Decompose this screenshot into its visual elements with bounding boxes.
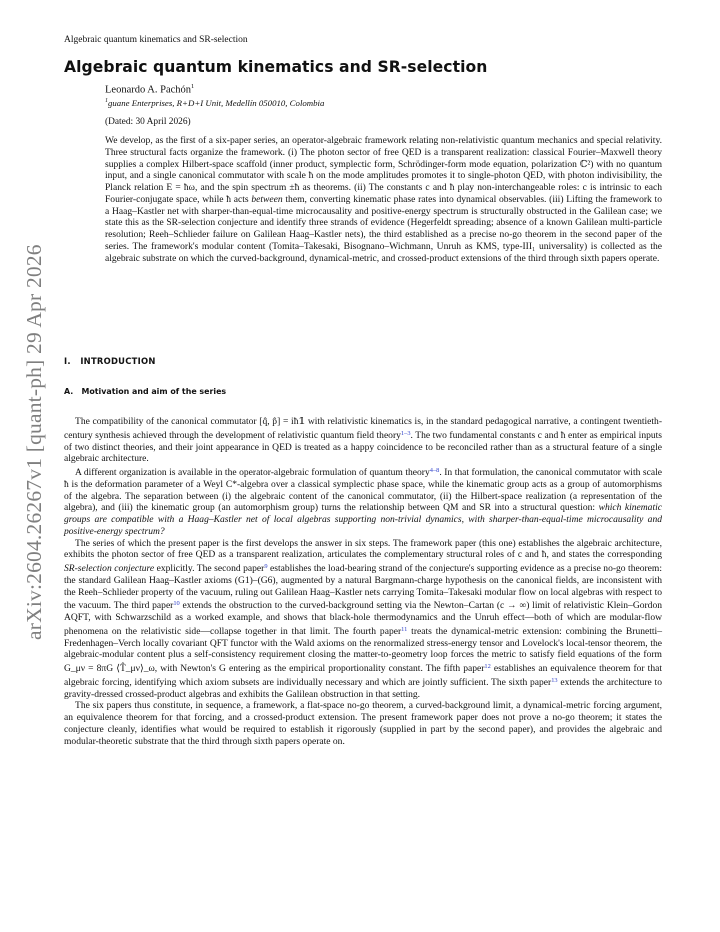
- body-text-run: treats the dynamical-metric extension: combining the Brunetti–Fredenhagen–Verch locally covariant QFT functor with the Wald axioms on the renormalized stress-energy tensor and Lovelock's local-tensor theorem, the algebraic-modular content plus a self-consistency requirement closing the matter-to-geometry loop forces the metric to satisfy field equations of the form G_μν = 8πG ⟨T̂_μν⟩_ω, with Newton's G entering as the empirical proportionality constant. The fifth paper: [64, 625, 662, 674]
- paper-title: Algebraic quantum kinematics and SR-selection: [64, 58, 488, 76]
- author-affiliation-mark: 1: [191, 83, 195, 90]
- body-text-run: A different organization is available in the operator-algebraic formulation of quantum theory: [75, 467, 430, 478]
- subsection-title: Motivation and aim of the series: [81, 387, 227, 396]
- citation-link[interactable]: 11: [401, 625, 408, 633]
- affiliation-line: [105, 98, 324, 108]
- section-number: I.: [64, 356, 71, 366]
- body-text-run: extends the architecture to gravity-dressed crossed-product algebras and exhibits the Galilean obstruction in that setting.: [64, 676, 662, 700]
- abstract-part-1: We develop, as the first of a six-paper series, an operator-algebraic framework relating non-relativistic quantum mechanics and special relativity. Three structural facts organize the framework. (i) The photon sector of free QED is a transparent realization: classical Fourier–Maxwell theory supplies a complex Hilbert-space scaffold (inner product, symplectic form, Schrödinger-form mode equation, polarization ℂ²) with no quantum input, and a single canonical commutator with scale ħ on the mode amplitudes promotes it to single-photon QED, with photon indivisibility, the Planck relation E = ħω, and the spin spectrum ±ħ as theorems. (ii) The constants c and ħ play non-interchangeable roles: c is intrinsic to each Fourier-conjugate space, while ħ acts: [105, 135, 662, 205]
- running-head: Algebraic quantum kinematics and SR-selection: [64, 35, 248, 45]
- abstract-part-2: them, converting kinematic phase rates into dynamical observables. (iii) Lifting the framework to a Haag–Kastler net with sharper-than-equal-time microcausality and positive-energy spectrum is structurally obstructed in the Galilean case; we state this as the SR-selection conjecture and identify three strands of evidence (Hegerfeldt spreading; absence of a known Galilean multi-particle resolution; Reeh–Schlieder failure on Galilean Haag–Kastler nets), the third established as a precise no-go theorem in the second paper of the series. The framework's modular content (Tomita–Takesaki, Bisognano–Wichmann, Unruh as KMS, type-III₁ universality) is collected as the algebraic substrate on which the curved-background, dynamical-metric, and crossed-product extensions of the third through sixth papers operate.: [105, 193, 662, 264]
- citation-link[interactable]: 9: [264, 563, 268, 570]
- body-paragraph-4: The six papers thus constitute, in sequence, a framework, a flat-space no-go theorem, a curved-background limit, a dynamical-metric forcing argument, an equivalence theorem for that forcing, and a crossed-product extension. The present framework paper does not prove a no-go theorem; it states the conjecture cleanly, identifies what would be required to establish it rigorously (supplied in part by the second paper), and provides the algebraic and modular-theoretic substrate that the third through sixth papers operate on.: [64, 700, 662, 747]
- conjecture-emphasis: SR-selection conjecture: [64, 563, 155, 574]
- citation-link[interactable]: 13: [551, 676, 558, 684]
- body-text-run: . The two fundamental constants c and ħ enter as empirical inputs of two distinct theories, and their joint appearance in QED is treated as a happy coincidence to be reconciled rather than as a structural feature of a single algebraic architecture.: [64, 429, 663, 465]
- arxiv-stamp[interactable]: arXiv:2604.26267v1 [quant-ph] 29 Apr 2026: [22, 244, 46, 640]
- section-heading: [64, 356, 156, 366]
- author-name: Leonardo A. Pachón: [105, 84, 192, 96]
- body-text: [64, 416, 662, 747]
- affiliation-text: guane Enterprises, R+D+I Unit, Medellín 050010, Colombia: [108, 98, 325, 108]
- affiliation-mark: 1: [105, 98, 108, 105]
- body-text-run: The series of which the present paper is the first develops the answer in six steps. The framework paper (this one) establishes the algebraic architecture, exhibits the photon sector of free QED as a transparent realization, articulates the complementary structural roles of c and ħ, and states the corresponding: [64, 537, 662, 561]
- body-paragraph-2: [64, 465, 662, 538]
- section-title: INTRODUCTION: [80, 356, 156, 366]
- citation-link[interactable]: 10: [173, 600, 180, 608]
- body-paragraph-1: [64, 416, 662, 465]
- subsection-heading: [64, 387, 226, 396]
- body-text-run: establishes the load-bearing strand of the conjecture's supporting evidence as a precise no-go theorem: the standard Galilean Haag–Kastler axioms (G1)–(G6), augmented by a natural Bargmann-charge hypothesis on the canonical fields, are inconsistent with the Reeh–Schlieder property of the vacuum, ruling out Galilean Haag–Kastler nets carrying Tomita–Takesaki modular flow on local algebras with respect to the vacuum. The third paper: [64, 563, 662, 612]
- body-text-run: explicitly. The second paper: [154, 563, 265, 574]
- subsection-number: A.: [64, 387, 74, 396]
- author-line: [105, 83, 194, 96]
- body-text-run: establishes an equivalence theorem for that algebraic forcing, identifying which axiom subsets are individually necessary and which are jointly sufficient. The sixth paper: [64, 663, 662, 688]
- research-question: which kinematic groups are compatible with a Haag–Kastler net of local algebras supporting non-trivial dynamics, with sharper-than-equal-time microcausality and positive-energy spectrum?: [64, 502, 662, 537]
- body-paragraph-3: [64, 538, 662, 701]
- citation-link[interactable]: 4–8: [429, 467, 440, 474]
- body-text-run: The compatibility of the canonical commutator [q̂, p̂] = iħ𝟙 with relativistic kinematics is, in the standard pedagogical narrative, a contingent twentieth-century synthesis achieved through the development of relativistic quantum field theory: [64, 416, 662, 441]
- body-text-run: extends the obstruction to the curved-background setting via the Newton–Cartan (c → ∞) limit of relativistic Klein–Gordon AQFT, with Schwarzschild as a worked example, and shows that black-hole thermodynamics and the Unruh effect—both of which are modular-flow phenomena on the relativistic side—collapse together in that limit. The fourth paper: [64, 600, 662, 637]
- citation-link[interactable]: 1–3: [400, 429, 411, 437]
- citation-link[interactable]: 12: [484, 663, 491, 670]
- abstract: [105, 135, 662, 264]
- dated-line: (Dated: 30 April 2026): [105, 117, 191, 127]
- abstract-emphasis: between: [251, 193, 283, 205]
- body-text-run: . In that formulation, the canonical commutator with scale ħ is the deformation parameter of a Weyl C*-algebra over a classical symplectic phase space, while the kinematic group acts as a group of automorphisms of the algebra. The separation between (i) the algebraic content of the canonical commutator, (ii) the Hilbert-space realization (a representation of the algebra), and (iii) the kinematic group (an automorphism group) turns the relationship between QM and SR into a structural question:: [64, 467, 662, 514]
